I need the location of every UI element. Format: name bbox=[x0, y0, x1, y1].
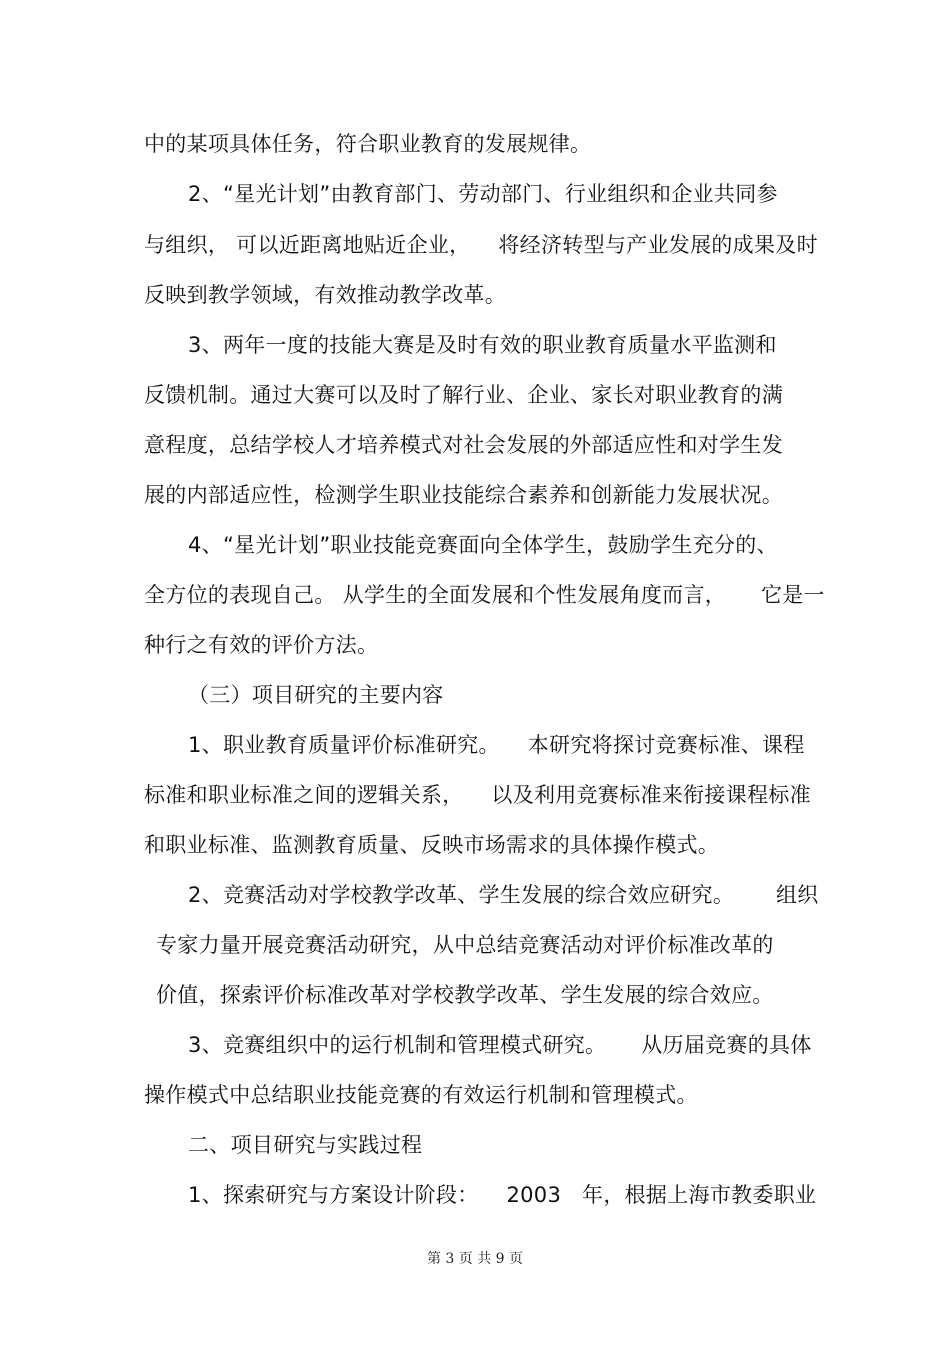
body-line: 全方位的表现自己。 从学生的全面发展和个性发展角度而言， 它是一 bbox=[144, 583, 825, 607]
section-heading: 二、项目研究与实践过程 bbox=[188, 1133, 423, 1157]
body-line: 与组织， 可以近距离地贴近企业， 将经济转型与产业发展的成果及时 bbox=[144, 233, 818, 257]
body-line: 展的内部适应性，检测学生职业技能综合素养和创新能力发展状况。 bbox=[144, 483, 783, 507]
body-line: 标准和职业标准之间的逻辑关系， 以及利用竞赛标准来衔接课程标准 bbox=[144, 783, 811, 807]
body-line: 操作模式中总结职业技能竞赛的有效运行机制和管理模式。 bbox=[144, 1083, 698, 1107]
section-heading: （三）项目研究的主要内容 bbox=[188, 683, 444, 707]
body-line: 意程度，总结学校人才培养模式对社会发展的外部适应性和对学生发 bbox=[144, 433, 783, 457]
body-line: 2、“星光计划”由教育部门、劳动部门、行业组织和企业共同参 bbox=[188, 182, 778, 206]
body-line: 1、探索研究与方案设计阶段： 2003 年，根据上海市教委职业 bbox=[188, 1183, 817, 1207]
body-line: 种行之有效的评价方法。 bbox=[144, 633, 379, 657]
body-line: 价值，探索评价标准改革对学校教学改革、学生发展的综合效应。 bbox=[156, 983, 774, 1007]
body-line: 反馈机制。通过大赛可以及时了解行业、企业、家长对职业教育的满 bbox=[144, 383, 783, 407]
body-line: 和职业标准、监测教育质量、反映市场需求的具体操作模式。 bbox=[144, 833, 720, 857]
body-line: 1、职业教育质量评价标准研究。 本研究将探讨竞赛标准、课程 bbox=[188, 733, 805, 757]
body-line: 中的某项具体任务，符合职业教育的发展规律。 bbox=[144, 132, 592, 156]
body-line: 2、竞赛活动对学校教学改革、学生发展的综合效应研究。 组织 bbox=[188, 883, 819, 907]
page-number-footer: 第 3 页 共 9 页 bbox=[426, 1251, 524, 1267]
body-line: 反映到教学领域，有效推动教学改革。 bbox=[144, 283, 507, 307]
body-line: 专家力量开展竞赛活动研究，从中总结竞赛活动对评价标准改革的 bbox=[156, 933, 774, 957]
body-line: 3、竞赛组织中的运行机制和管理模式研究。 从历届竞赛的具体 bbox=[188, 1033, 812, 1057]
body-line: 4、“星光计划”职业技能竞赛面向全体学生，鼓励学生充分的、 bbox=[188, 533, 778, 557]
body-line: 3、两年一度的技能大赛是及时有效的职业教育质量水平监测和 bbox=[188, 333, 777, 357]
